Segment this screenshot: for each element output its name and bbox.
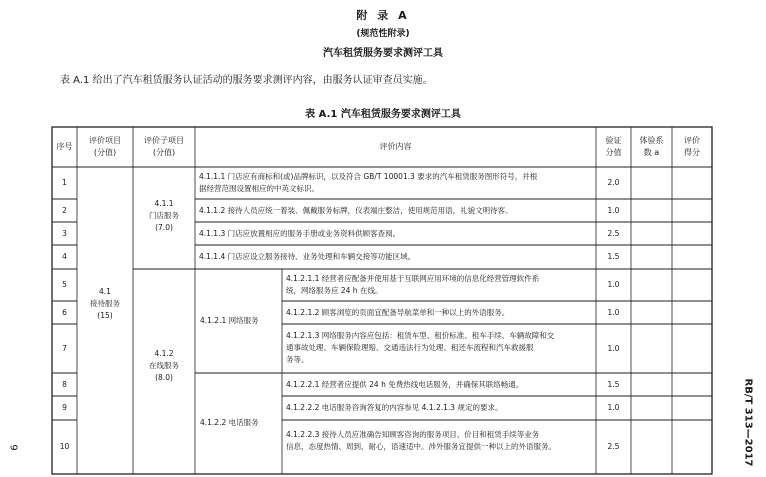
sub-group xyxy=(133,348,195,384)
col-header-item-score: (分值) xyxy=(93,148,117,157)
mid-group-label: 4.1.2.1 网络服务 xyxy=(200,316,259,325)
content-line: 4.1.1.1 门店应有商标和(或)品牌标识，以及符合 GB/T 10001.3 要求的汽车租赁服务图形符号，并根 xyxy=(199,172,538,181)
table-caption: 表 A.1 汽车租赁服务要求测评工具 xyxy=(305,109,461,120)
col-header-weight xyxy=(596,135,631,159)
appendix-title: 汽车租赁服务要求测评工具 xyxy=(323,48,443,59)
sub-group-name: 在线服务 xyxy=(149,361,179,370)
col-header-sample-line1: 体验系 xyxy=(639,136,664,145)
col-header-sub-label: 评价子项目 xyxy=(144,136,184,145)
row-weight: 1.5 xyxy=(607,252,620,261)
row-weight: 1.0 xyxy=(607,280,620,289)
col-header-weight-line1: 验证 xyxy=(605,136,622,145)
content-line: 4.1.1.4 门店应设立服务接待、业务处理和车辆交接等功能区域。 xyxy=(199,252,416,261)
content-line: 据经营范围设置相应的中英文标识。 xyxy=(199,184,319,193)
item-group-code: 4.1 xyxy=(99,287,111,296)
row-number: 10 xyxy=(59,442,70,451)
row-weight: 2.5 xyxy=(607,442,620,451)
content-line: 务等。 xyxy=(286,355,309,364)
row-number: 1 xyxy=(62,178,67,187)
col-header-sample-line2: 数 a xyxy=(643,148,660,157)
standard-code: RB/T 313—2017 xyxy=(742,378,754,467)
item-group-score: (15) xyxy=(97,311,113,320)
col-header-score-line2: 得分 xyxy=(684,148,700,157)
content-line: 4.1.1.3 门店应放置相应的服务手册或业务资料供顾客查阅。 xyxy=(199,229,401,238)
appendix-heading: 附 录 A xyxy=(356,9,410,22)
content-line: 4.1.2.2.1 经营者应提供 24 h 免费热线电话服务，并确保其联络畅通。 xyxy=(286,380,524,389)
item-group xyxy=(77,286,133,322)
sub-group-name: 门店服务 xyxy=(149,211,179,220)
col-header-score xyxy=(672,135,712,159)
mid-group-label: 4.1.2.2 电话服务 xyxy=(200,418,259,427)
row-number: 8 xyxy=(62,380,67,389)
col-header-sample xyxy=(631,135,672,159)
col-header-seq: 序号 xyxy=(56,142,73,151)
col-header-content: 评价内容 xyxy=(379,142,412,151)
sub-group-code: 4.1.1 xyxy=(154,199,174,208)
row-weight: 2.5 xyxy=(607,229,620,238)
row-number: 7 xyxy=(62,344,67,353)
col-header-sub-score: (分值) xyxy=(152,148,176,157)
row-content xyxy=(286,273,594,297)
row-number: 9 xyxy=(62,403,67,412)
intro-paragraph: 表 A.1 给出了汽车租赁服务认证活动的服务要求测评内容，由服务认证审查员实施。 xyxy=(60,75,433,86)
content-line: 统，网络服务应 24 h 在线。 xyxy=(286,286,383,295)
row-content xyxy=(286,307,594,319)
row-content xyxy=(199,171,594,195)
row-weight: 1.5 xyxy=(607,380,620,389)
content-line: 4.1.2.2.3 接待人员应准确告知顾客咨询的服务项目、价目和租赁手续等业务 xyxy=(286,430,540,439)
row-content xyxy=(286,330,594,366)
content-line: 4.1.2.2.2 电话服务咨询答复的内容参见 4.1.2.1.3 规定的要求。 xyxy=(286,403,503,412)
col-header-score-line1: 评价 xyxy=(684,136,700,145)
row-content xyxy=(199,251,594,263)
appendix-type: (规范性附录) xyxy=(356,29,410,39)
row-content xyxy=(199,205,594,217)
col-header-sub xyxy=(133,135,195,159)
content-line: 4.1.1.2 接待人员应统一着装、佩戴服务标牌，仪表端庄整洁，使用规范用语，礼貌文明待客。 xyxy=(199,206,513,215)
row-weight: 1.0 xyxy=(607,344,620,353)
content-line: 4.1.2.1.1 经营者应配备并使用基于互联网应用环境的信息化经营管理软件系 xyxy=(286,274,540,283)
row-number: 6 xyxy=(62,308,67,317)
sub-group-score: (8.0) xyxy=(155,373,173,382)
col-header-weight-line2: 分值 xyxy=(605,148,622,157)
content-line: 4.1.2.1.3 网络服务内容应包括：租赁车型、租价标准、租车手续、车辆故障和交 xyxy=(286,331,555,340)
sub-group-code: 4.1.2 xyxy=(154,349,174,358)
col-header-item xyxy=(77,135,133,159)
row-weight: 1.0 xyxy=(607,403,620,412)
col-header-item-label: 评价项目 xyxy=(89,136,121,145)
row-weight: 2.0 xyxy=(607,178,620,187)
item-group-name: 接待服务 xyxy=(90,299,120,308)
row-number: 2 xyxy=(62,206,67,215)
row-weight: 1.0 xyxy=(607,206,620,215)
sub-group xyxy=(133,198,195,234)
row-number: 4 xyxy=(62,252,67,261)
row-content xyxy=(286,402,594,414)
content-line: 通事故处理、车辆保险理赔、交通违法行为处理、租还车流程和汽车救援服 xyxy=(286,343,534,352)
row-number: 3 xyxy=(62,229,67,238)
row-content xyxy=(286,429,594,453)
content-line: 4.1.2.1.2 顾客浏览的页面宜配备导航菜单和一种以上的外语服务。 xyxy=(286,308,510,317)
sub-group-score: (7.0) xyxy=(155,223,173,232)
content-line: 信息，态度热情、周到、耐心，语速适中。涉外服务宜提供一种以上的外语服务。 xyxy=(286,442,556,451)
page-number: 6 xyxy=(9,444,21,451)
row-content xyxy=(199,228,594,240)
row-weight: 1.0 xyxy=(607,308,620,317)
row-number: 5 xyxy=(62,280,67,289)
row-content xyxy=(286,379,594,391)
